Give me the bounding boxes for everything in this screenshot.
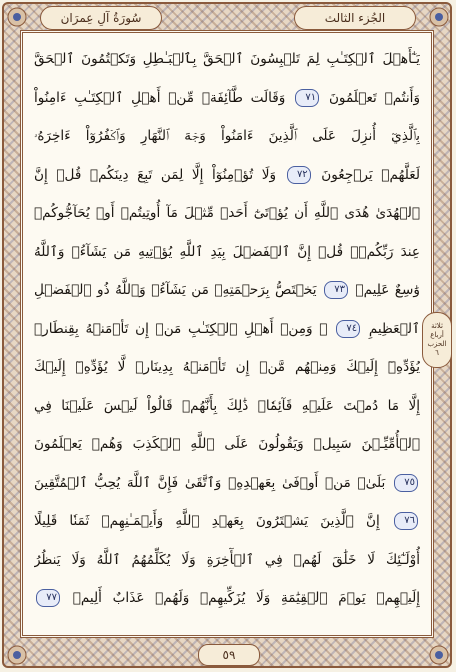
verse-line [34, 194, 420, 233]
verse-text: إِلَيۡهِمۡ يَوۡمَ ٱلۡقِيَٰمَةِ وَلَا يُزَكِّيهِمۡ وَلَهُمۡ عَذَابٌ أَلِيمٞ [72, 590, 420, 606]
verse-text: إِلَّا مَا دُمۡتَ عَلَيۡهِ قَآئِمٗاۗ ذَٰلِكَ بِأَنَّهُمۡ قَالُواْ لَيۡسَ عَلَيۡنَا فِي [34, 397, 420, 414]
verse-text: ٱلۡهُدَىٰ هُدَى ٱللَّهِ أَن يُؤۡتَىٰٓ أَحَدٞ مِّثۡلَ مَآ أُوتِيتُمۡ أَوۡ يُحَآجُّوكُمۡ [34, 205, 420, 221]
verse-line [34, 117, 420, 156]
ayah-number-marker: ٧٦ [394, 512, 418, 530]
verse-text: أُوْلَـٰٓئِكَ لَا خَلَٰقَ لَهُمۡ فِي ٱلۡأٓخِرَةِ وَلَا يُكَلِّمُهُمُ ٱللَّهُ وَلَا يَنظُرُ [34, 551, 420, 568]
verse-text: ٱلۡعَظِيمِ [368, 320, 420, 337]
corner-rose-icon [6, 644, 28, 666]
ayah-number-marker: ٧٧ [36, 589, 60, 607]
surah-name-label: سُورَةُ آلِ عِمرَان [40, 6, 162, 30]
verse-text: يَـٰٓأَهۡلَ ٱلۡكِتَـٰبِ لِمَ تَلۡبِسُونَ ٱلۡحَقَّ بِٱلۡبَـٰطِلِ وَتَكۡتُمُونَ ٱلۡحَقَّ [34, 51, 420, 67]
verse-text: عِندَ رَبِّكُمۡۗ قُلۡ إِنَّ ٱلۡفَضۡلَ بِيَدِ ٱللَّهِ يُؤۡتِيهِ مَن يَشَآءُۗ وَٱللَّهُ [34, 243, 420, 260]
verse-text: وَأَنتُمۡ تَعۡلَمُونَ [328, 89, 420, 106]
verse-text: إِنَّ ٱلَّذِينَ يَشۡتَرُونَ بِعَهۡدِ ٱللَّهِ وَأَيۡمَـٰنِهِمۡ ثَمَنٗا قَلِيلًا [34, 513, 380, 529]
ayah-number-marker: ٧٣ [324, 281, 348, 299]
ayah-number-marker: ٧٤ [336, 320, 360, 338]
verse-text: ۞ وَمِنۡ أَهۡلِ ٱلۡكِتَـٰبِ مَنۡ إِن تَأۡمَنۡهُ بِقِنطَارٖ [34, 320, 328, 337]
verse-text: لَعَلَّهُمۡ يَرۡجِعُونَ [321, 166, 420, 183]
ayah-number-marker: ٧٢ [287, 166, 311, 184]
verse-line [34, 310, 420, 349]
hizb-number: ٦ [435, 349, 439, 357]
corner-rose-icon [6, 6, 28, 28]
verse-line [34, 502, 420, 541]
verse-line [34, 541, 420, 580]
page-number: ٥٩ [198, 644, 260, 666]
ayah-number-marker: ٧٥ [394, 474, 418, 492]
verse-line [34, 271, 420, 310]
hizb-label: الحزب [427, 340, 447, 348]
verse-line [34, 387, 420, 426]
verse-text: وَقَالَت طَّآئِفَةٞ مِّنۡ أَهۡلِ ٱلۡكِتَـٰبِ ءَامِنُواْ [34, 89, 286, 106]
verse-text: بَلَىٰۚ مَنۡ أَوۡفَىٰ بِعَهۡدِهِۦ وَٱتَّقَىٰ فَإِنَّ ٱللَّهَ يُحِبُّ ٱلۡمُتَّقِينَ [34, 474, 386, 491]
verse-line [34, 233, 420, 272]
verse-text: وَٰسِعٌ عَلِيمٞ [355, 282, 420, 298]
verse-text: ٱلۡأُمِّيِّـۧنَ سَبِيلٞ وَيَقُولُونَ عَلَى ٱللَّهِ ٱلۡكَذِبَ وَهُمۡ يَعۡلَمُونَ [34, 436, 420, 452]
ayah-number-marker: ٧١ [295, 89, 319, 107]
verse-line [34, 464, 420, 503]
hizb-quarter-marker [422, 312, 452, 368]
verse-line [34, 348, 420, 387]
juz-label: الجُزء الثالث [294, 6, 416, 30]
verse-line [34, 156, 420, 195]
verse-line [34, 40, 420, 79]
verse-line [34, 79, 420, 118]
verse-line [34, 425, 420, 464]
verse-text-area [34, 40, 420, 620]
verse-line [34, 579, 420, 618]
corner-rose-icon [428, 644, 450, 666]
verse-text: وَلَا تُؤۡمِنُوٓاْ إِلَّا لِمَن تَبِعَ دِينَكُمۡ قُلۡ إِنَّ [34, 166, 277, 183]
verse-text: بِٱلَّذِيٓ أُنزِلَ عَلَى ٱلَّذِينَ ءَامَنُواْ وَجۡهَ ٱلنَّهَارِ وَٱكۡفُرُوٓاْ ءَاخِرَهُۥ [34, 128, 420, 144]
corner-rose-icon [428, 6, 450, 28]
hizb-fraction: ثلاثة أرباع [430, 322, 444, 339]
verse-text: يُؤَدِّهِۦٓ إِلَيۡكَ وَمِنۡهُم مَّنۡ إِن تَأۡمَنۡهُ بِدِينَارٖ لَّا يُؤَدِّهِۦٓ إِلَيۡكَ [34, 359, 420, 375]
verse-text: يَخۡتَصُّ بِرَحۡمَتِهِۦ مَن يَشَآءُۗ وَٱللَّهُ ذُو ٱلۡفَضۡلِ [34, 282, 317, 298]
